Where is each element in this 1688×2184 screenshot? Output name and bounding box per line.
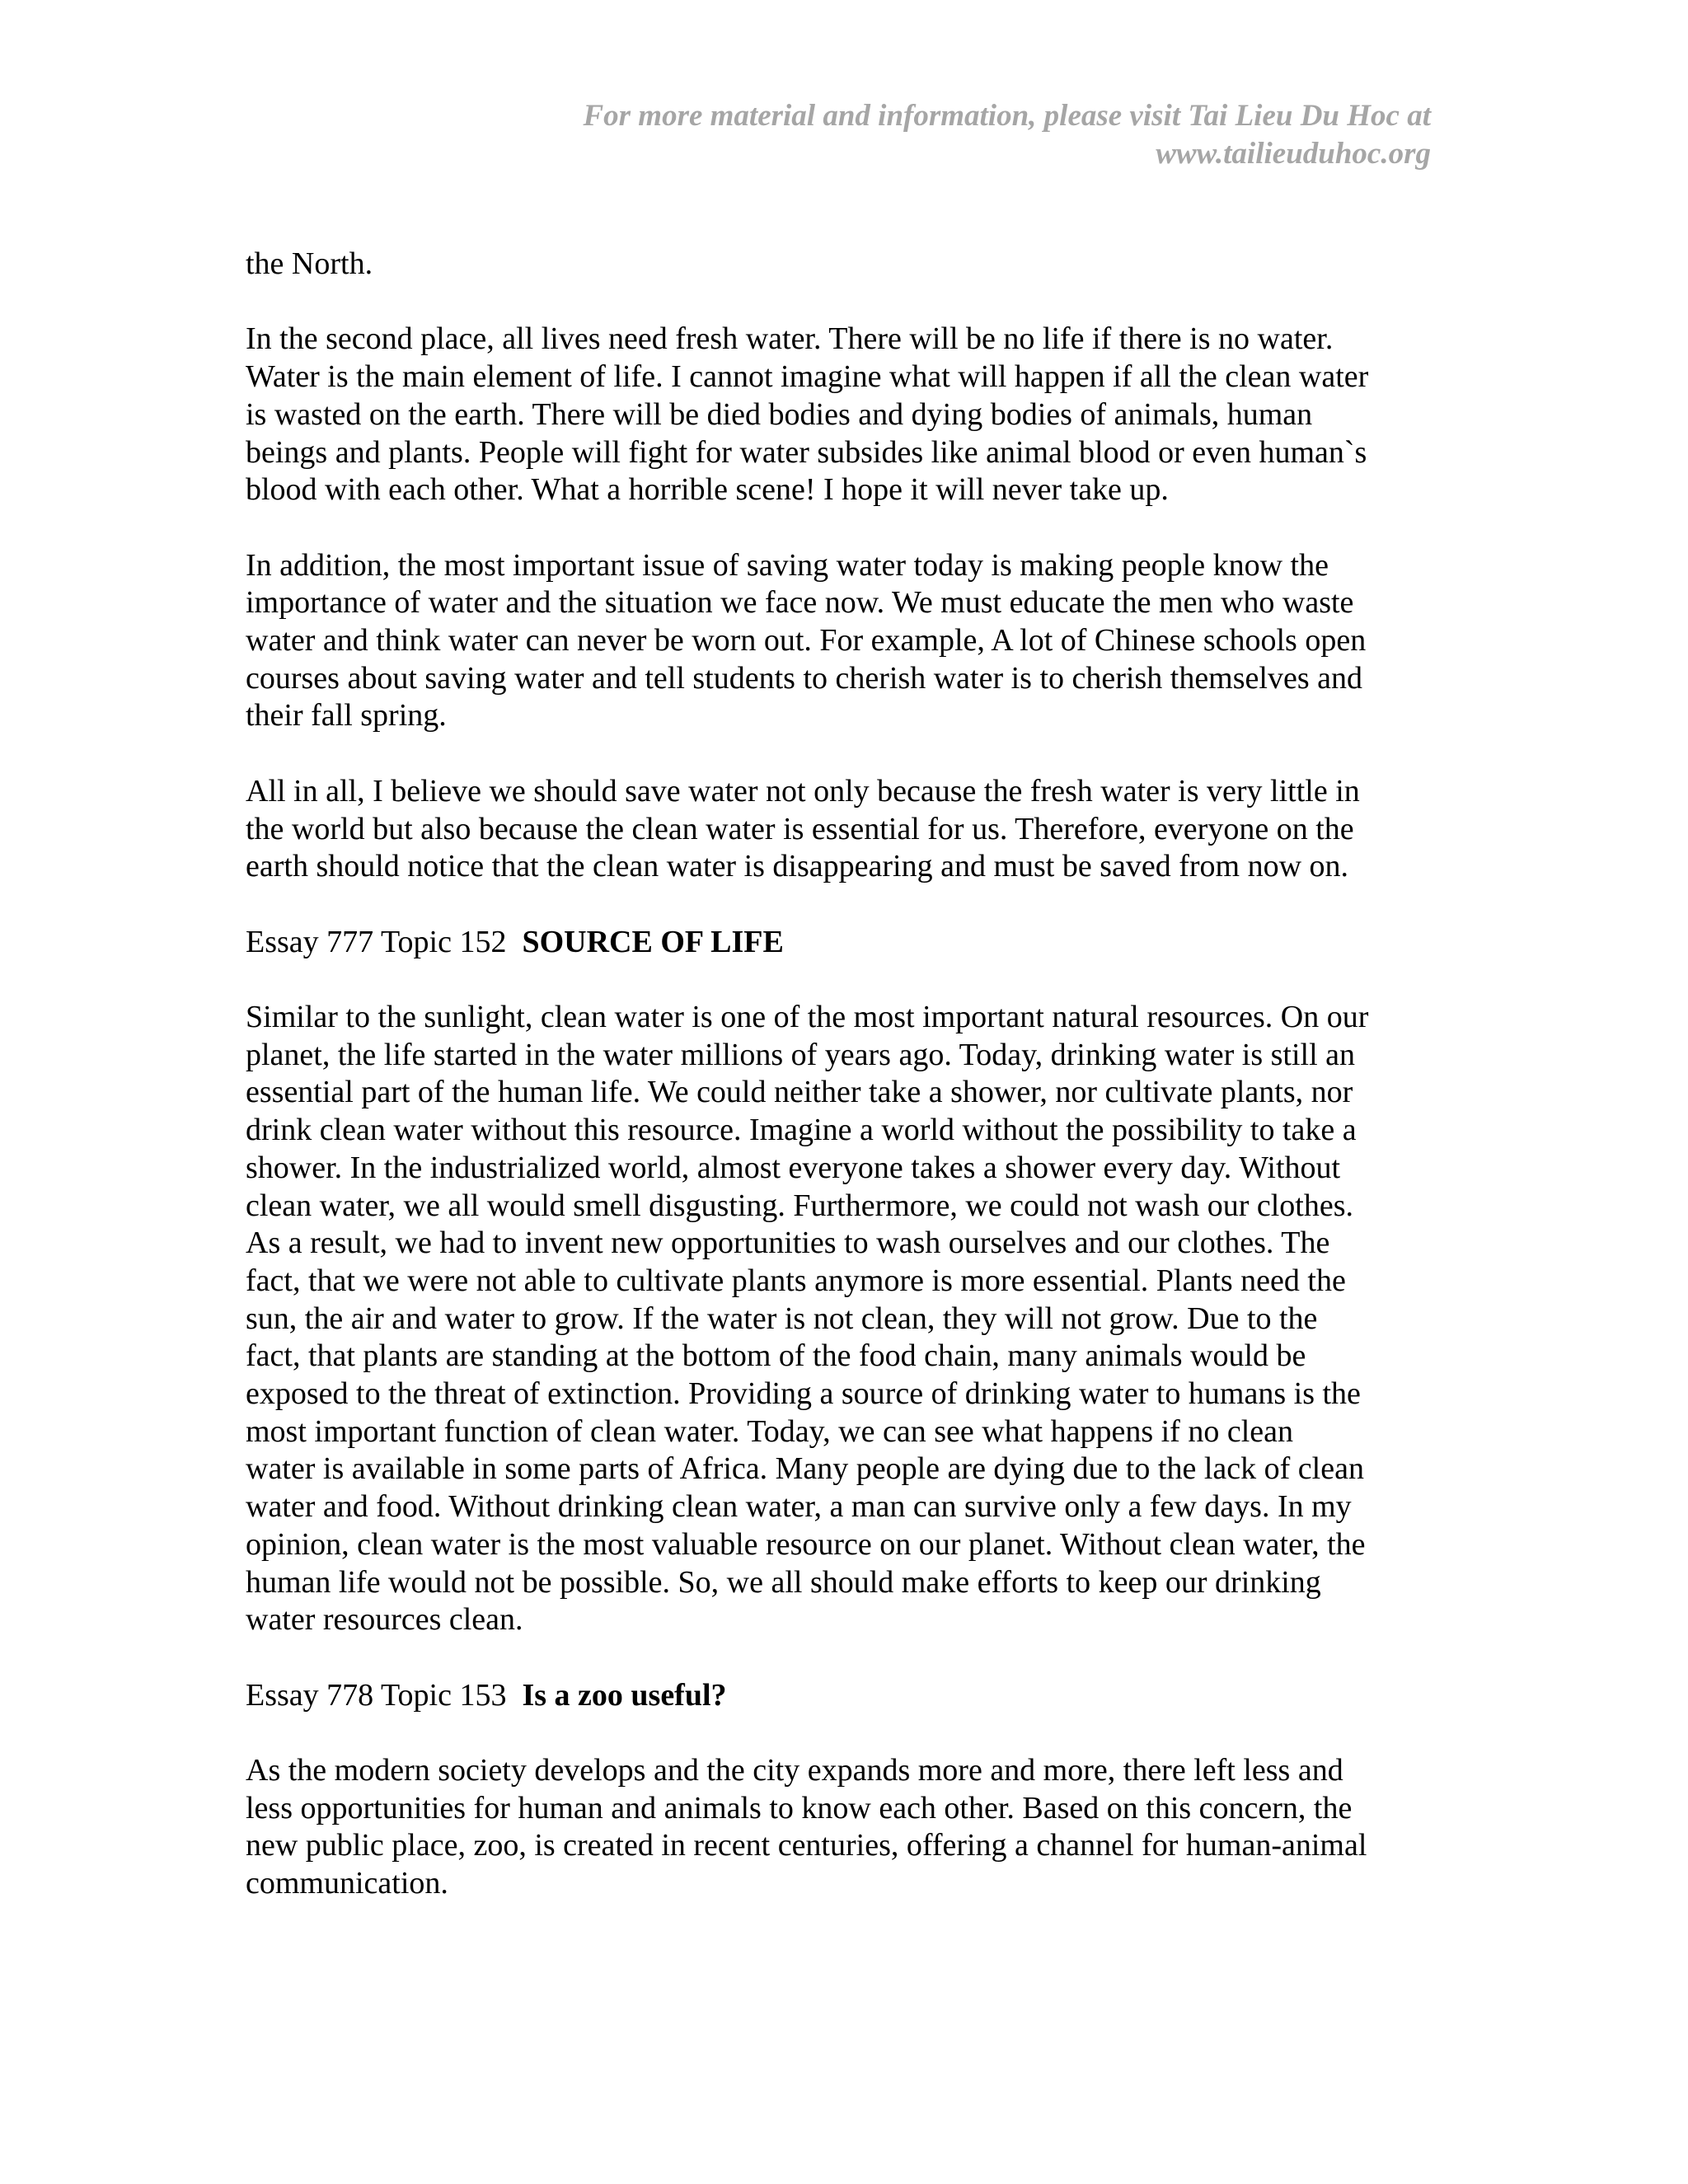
text-line: the North.	[246, 246, 373, 281]
document-body	[246, 246, 1432, 1941]
page-header	[359, 97, 1431, 173]
paragraph-second-place	[246, 321, 1432, 509]
text-line: earth should notice that the clean water is disappearing and must be saved from now on.	[246, 849, 1349, 884]
text-line: most important function of clean water. Today, we can see what happens if no clean	[246, 1413, 1293, 1449]
text-line: fact, that plants are standing at the bottom of the food chain, many animals would be	[246, 1338, 1306, 1374]
text-line: human life would not be possible. So, we all should make efforts to keep our drinking	[246, 1564, 1321, 1600]
text-line: As the modern society develops and the city expands more and more, there left less and	[246, 1753, 1343, 1788]
header-line-1: For more material and information, please visit Tai Lieu Du Hoc at	[583, 99, 1431, 133]
essay-777-body	[246, 999, 1432, 1639]
text-line: beings and plants. People will fight for water subsides like animal blood or even human`s	[246, 434, 1367, 470]
text-line: water resources clean.	[246, 1602, 523, 1638]
text-line: opinion, clean water is the most valuable resource on our planet. Without clean water, the	[246, 1526, 1366, 1562]
text-line: water is available in some parts of Africa. Many people are dying due to the lack of clean	[246, 1451, 1364, 1487]
text-line: planet, the life started in the water millions of years ago. Today, drinking water is still an	[246, 1037, 1355, 1072]
text-line: is wasted on the earth. There will be died bodies and dying bodies of animals, human	[246, 396, 1313, 432]
essay-778-body	[246, 1752, 1432, 1903]
text-line: communication.	[246, 1866, 448, 1901]
text-line: courses about saving water and tell students to cherish water is to cherish themselves and	[246, 660, 1362, 696]
text-line: drink clean water without this resource. Imagine a world without the possibility to take a	[246, 1113, 1357, 1148]
text-line: their fall spring.	[246, 698, 447, 733]
paragraph-in-addition	[246, 547, 1432, 736]
text-line: water and food. Without drinking clean water, a man can survive only a few days. In my	[246, 1489, 1352, 1525]
text-line: Similar to the sunlight, clean water is one of the most important natural resources. On our	[246, 999, 1369, 1034]
paragraph-conclusion	[246, 773, 1432, 886]
text-line: Water is the main element of life. I cannot imagine what will happen if all the clean water	[246, 359, 1369, 395]
text-line: In addition, the most important issue of saving water today is making people know the	[246, 547, 1329, 583]
text-line: the world but also because the clean water is essential for us. Therefore, everyone on the	[246, 811, 1354, 846]
essay-777-title: SOURCE OF LIFE	[522, 924, 784, 959]
text-line: shower. In the industrialized world, almost everyone takes a shower every day. Without	[246, 1150, 1341, 1185]
text-line: new public place, zoo, is created in recent centuries, offering a channel for human-animal	[246, 1828, 1367, 1863]
text-line: essential part of the human life. We could neither take a shower, nor cultivate plants, nor	[246, 1075, 1353, 1110]
text-line: sun, the air and water to grow. If the water is not clean, they will not grow. Due to the	[246, 1301, 1318, 1336]
essay-777-label: Essay 777 Topic 152	[246, 924, 523, 959]
essay-777-heading	[246, 924, 1432, 962]
text-line: blood with each other. What a horrible scene! I hope it will never take up.	[246, 472, 1169, 508]
paragraph-continuation	[246, 246, 1432, 284]
essay-778-label: Essay 778 Topic 153	[246, 1677, 523, 1713]
essay-778-heading	[246, 1677, 1432, 1715]
text-line: importance of water and the situation we face now. We must educate the men who waste	[246, 585, 1354, 621]
text-line: As a result, we had to invent new opportunities to wash ourselves and our clothes. The	[246, 1226, 1330, 1261]
text-line: All in all, I believe we should save water not only because the fresh water is very little in	[246, 773, 1360, 808]
text-line: fact, that we were not able to cultivate plants anymore is more essential. Plants need the	[246, 1263, 1346, 1298]
text-line: water and think water can never be worn out. For example, A lot of Chinese schools open	[246, 623, 1367, 658]
text-line: clean water, we all would smell disgusting. Furthermore, we could not wash our clothes.	[246, 1188, 1354, 1223]
text-line: less opportunities for human and animals to know each other. Based on this concern, the	[246, 1790, 1353, 1825]
header-website: www.tailieuduhoc.org	[1156, 137, 1431, 171]
essay-778-title: Is a zoo useful?	[522, 1677, 727, 1713]
text-line: In the second place, all lives need fresh water. There will be no life if there is no water.	[246, 321, 1334, 357]
text-line: exposed to the threat of extinction. Providing a source of drinking water to humans is the	[246, 1376, 1361, 1412]
